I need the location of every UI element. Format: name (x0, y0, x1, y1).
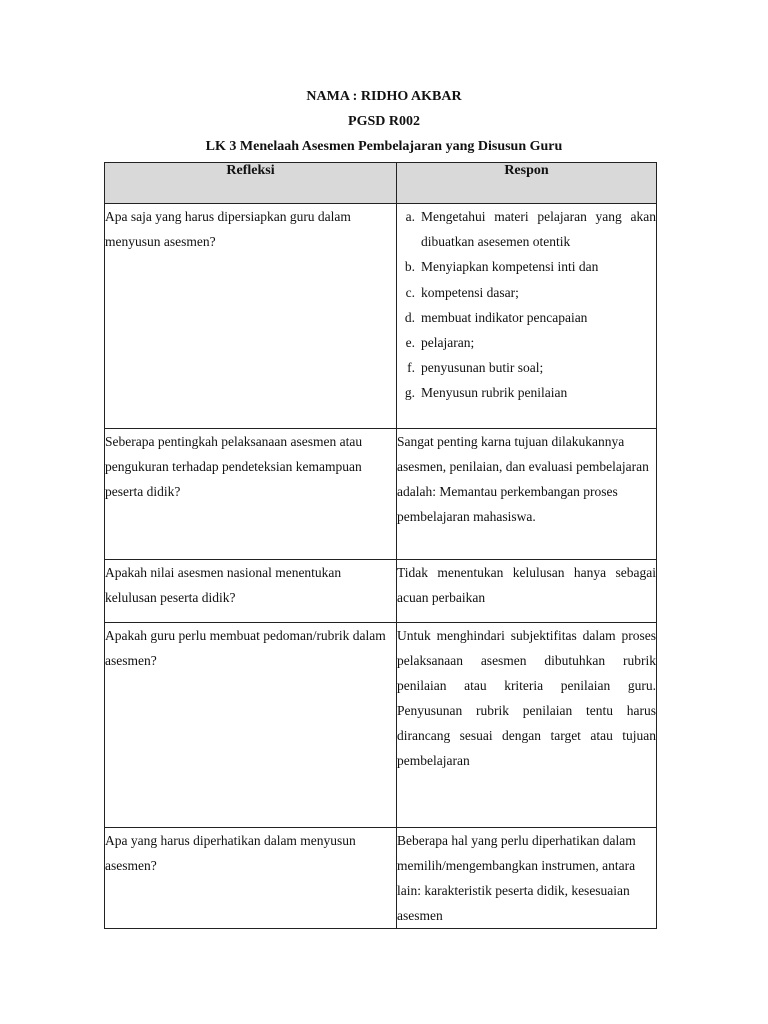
class-code-heading: PGSD R002 (348, 114, 420, 129)
list-item-text: membuat indikator pencapaian (421, 309, 588, 325)
list-item-text: Menyusun rubrik penilaian (421, 385, 568, 401)
refleksi-cell: Seberapa pentingkah pelaksanaan asesmen atau pengukuran terhadap pendeteksian kemampuan peserta didik? (105, 429, 397, 560)
respon-cell: Sangat penting karna tujuan dilakukannya asesmen, penilaian, dan evaluasi pembelajaran adalah: Memantau perkembangan proses pembelajaran mahasiswa. (397, 429, 657, 560)
respon-cell: Tidak menentukan kelulusan hanya sebagai acuan perbaikan (397, 560, 657, 623)
list-marker: g. (404, 385, 415, 401)
table-row (105, 828, 657, 929)
table-row (105, 623, 657, 828)
list-item-text: Mengetahui materi pelajaran yang akan dibuatkan asesemen otentik (421, 209, 656, 250)
list-item (397, 330, 656, 355)
list-marker: a. (405, 209, 415, 224)
list-marker: c. (405, 284, 415, 300)
list-item (397, 204, 656, 254)
refleksi-cell: Apakah nilai asesmen nasional menentukan kelulusan peserta didik? (105, 560, 397, 623)
respon-list (397, 204, 656, 406)
list-item-text: penyusunan butir soal; (421, 360, 544, 376)
list-item-text: kompetensi dasar; (421, 284, 519, 300)
respon-cell: Untuk menghindari subjektifitas dalam proses pelaksanaan asesmen dibutuhkan rubrik penilaian atau kriteria penilaian guru. Penyusunan rubrik penilaian tentu harus dirancang sesuai dengan target atau tujuan pembelajaran (397, 623, 657, 828)
list-item (397, 355, 656, 380)
list-item (397, 254, 656, 279)
list-marker: d. (404, 309, 415, 325)
list-marker: f. (407, 360, 415, 376)
list-item-text: Menyiapkan kompetensi inti dan (421, 259, 599, 275)
column-header-refleksi: Refleksi (105, 163, 397, 204)
respon-cell (397, 204, 657, 429)
list-item (397, 305, 656, 330)
table-header-row (105, 163, 657, 204)
refleksi-cell: Apakah guru perlu membuat pedoman/rubrik dalam asesmen? (105, 623, 397, 828)
list-item (397, 380, 656, 405)
list-marker: b. (404, 259, 415, 275)
refleksi-cell: Apa yang harus diperhatikan dalam menyusun asesmen? (105, 828, 397, 929)
table-row (105, 204, 657, 429)
worksheet-title: LK 3 Menelaah Asesmen Pembelajaran yang Disusun Guru (205, 139, 563, 154)
list-item-text: pelajaran; (421, 335, 475, 351)
refleksi-cell: Apa saja yang harus dipersiapkan guru dalam menyusun asesmen? (105, 204, 397, 429)
list-item (397, 280, 656, 305)
table-row (105, 429, 657, 560)
table-row (105, 560, 657, 623)
list-marker: e. (405, 335, 415, 351)
student-name-heading: NAMA : RIDHO AKBAR (306, 89, 462, 104)
reflection-table (104, 162, 657, 929)
column-header-respon: Respon (397, 163, 657, 204)
respon-cell: Beberapa hal yang perlu diperhatikan dalam memilih/mengembangkan instrumen, antara lain: karakteristik peserta didik, kesesuaian asesmen (397, 828, 657, 929)
